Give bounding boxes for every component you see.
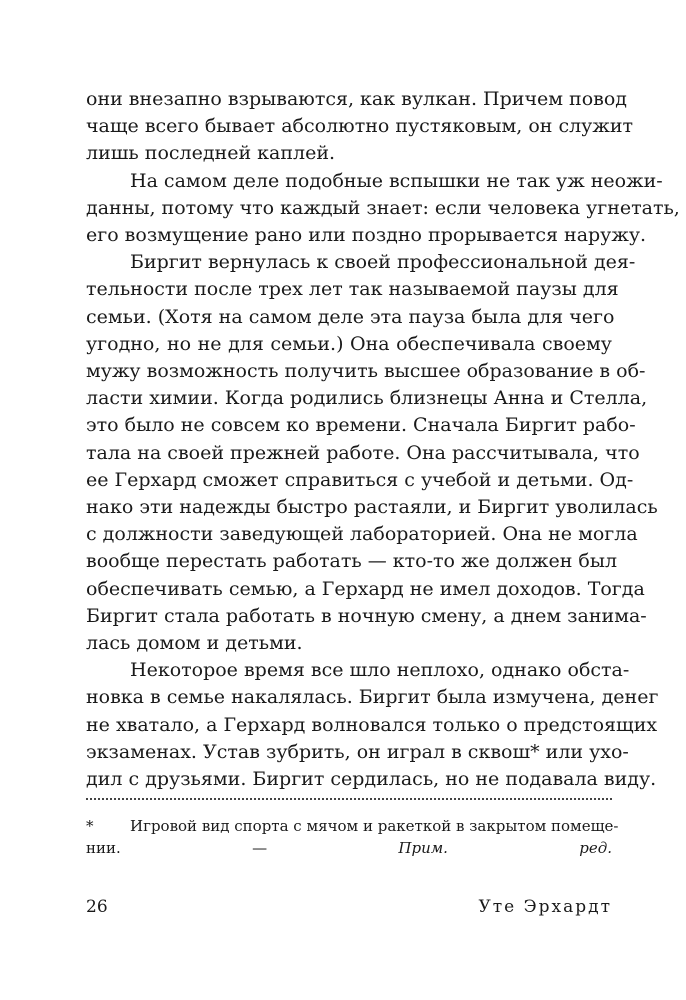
text-line: ее Герхард сможет справиться с учебой и детьми. Од- [86,468,634,491]
footnote-line [86,837,612,859]
main-text [86,86,680,793]
text-line: ласти химии. Когда родились близнецы Анна и Стелла, [86,387,648,410]
text-line: На самом деле подобные вспышки не так уж неожи- [130,169,663,192]
text-line: мужу возможность получить высшее образование в об- [86,360,646,383]
text-line: вообще перестать работать — кто-то же должен был [86,550,618,573]
text-line: данны, потому что каждый знает: если человека угнетать, [86,196,680,219]
paragraph [86,168,680,250]
text-line: тала на своей прежней работе. Она рассчитывала, что [86,441,640,464]
text-line: лишь последней каплей. [86,142,336,165]
footnote-line [86,815,619,837]
text-line: тельности после трех лет так называемой паузы для [86,278,619,301]
text-line: чаще всего бывает абсолютно пустяковым, он служит [86,115,634,138]
text-line: Некоторое время все шло неплохо, однако обста- [130,659,630,682]
footnote-text: Игровой вид спорта с мячом и ракеткой в закрытом помеще- [130,817,619,835]
text-line: обеспечивать семью, а Герхард не имел доходов. Тогда [86,577,645,600]
text-line: лась домом и детьми. [86,632,303,655]
footnote-divider [86,798,612,800]
page-number: 26 [86,897,108,917]
footnote-marker: * [86,817,94,835]
running-head-author: Уте Эрхардт [478,897,612,917]
text-line: не хватало, а Герхард волновался только о предстоящих [86,713,658,736]
text-line: новка в семье накалялась. Биргит была измучена, денег [86,686,659,709]
paragraph [86,86,634,168]
text-line: они внезапно взрываются, как вулкан. Причем повод [86,88,627,110]
text-line: угодно, но не для семьи.) Она обеспечивала своему [86,332,612,355]
text-line: дил с друзьями. Биргит сердилась, но не подавала виду. [86,768,657,791]
footnote-text: нии. — [86,839,399,857]
paragraph [86,657,659,793]
text-line: экзаменах. Устав зубрить, он играл в сквош* или ухо- [86,740,629,763]
text-line: нако эти надежды быстро растаяли, и Биргит уволилась [86,496,658,519]
text-line: Биргит вернулась к своей профессиональной дея- [130,251,636,274]
paragraph [86,249,658,657]
text-line: с должности заведующей лабораторией. Она не могла [86,523,638,546]
editor-note: Прим. ред. [398,839,613,857]
footnote [86,815,619,859]
text-line: его возмущение рано или поздно прорывается наружу. [86,224,647,247]
text-line: семьи. (Хотя на самом деле эта пауза была для чего [86,305,615,328]
text-line: это было не совсем ко времени. Сначала Биргит рабо- [86,414,636,437]
text-line: Биргит стала работать в ночную смену, а днем занима- [86,604,647,627]
